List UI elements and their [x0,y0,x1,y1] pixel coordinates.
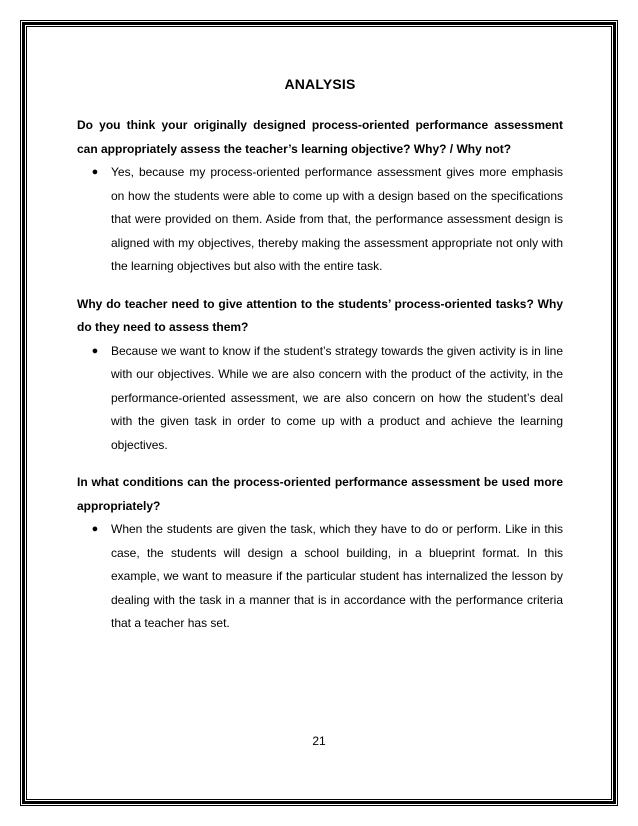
answer-2 [77,340,563,458]
page-number: 21 [312,734,326,748]
answer-text-1: Yes, because my process-oriented performance assessment gives more emphasis on how the students were able to come up with a design based on the specifications that were provided on them. Aside from that, the performance assessment design is aligned with my objectives, thereby making the assessment appropriate not only with the learning objectives but also with the entire task. [111,165,563,273]
answer-1 [77,161,563,279]
qa-section-3 [77,471,563,636]
bullet-icon: ● [91,523,99,535]
page-title: ANALYSIS [284,76,356,92]
question-1: Do you think your originally designed process-oriented performance assessment can appropriately assess the teacher’s learning objective? Why? / Why not? [77,118,563,156]
page-content [77,70,563,650]
answer-text-2: Because we want to know if the student’s strategy towards the given activity is in line with our objectives. While we are also concern with the product of the activity, in the performance-oriented assessment, we are also concern on how the student’s deal with the given task in order to come up with a product and achieve the learning objectives. [111,343,563,452]
qa-section-2 [77,293,563,458]
bullet-icon: ● [91,166,99,178]
answer-3 [77,518,563,636]
question-3: In what conditions can the process-oriented performance assessment be used more appropriately? [77,475,563,513]
answer-text-3: When the students are given the task, which they have to do or perform. Like in this case, the students will design a school building, in a blueprint format. In this example, we want to measure if the particular student has internalized the lesson by dealing with the task in a manner that is in accordance with the performance criteria that a teacher has set. [111,522,563,630]
qa-section-1 [77,114,563,279]
question-2: Why do teacher need to give attention to the students’ process-oriented tasks? Why do they need to assess them? [77,296,563,334]
bullet-icon: ● [91,344,99,357]
